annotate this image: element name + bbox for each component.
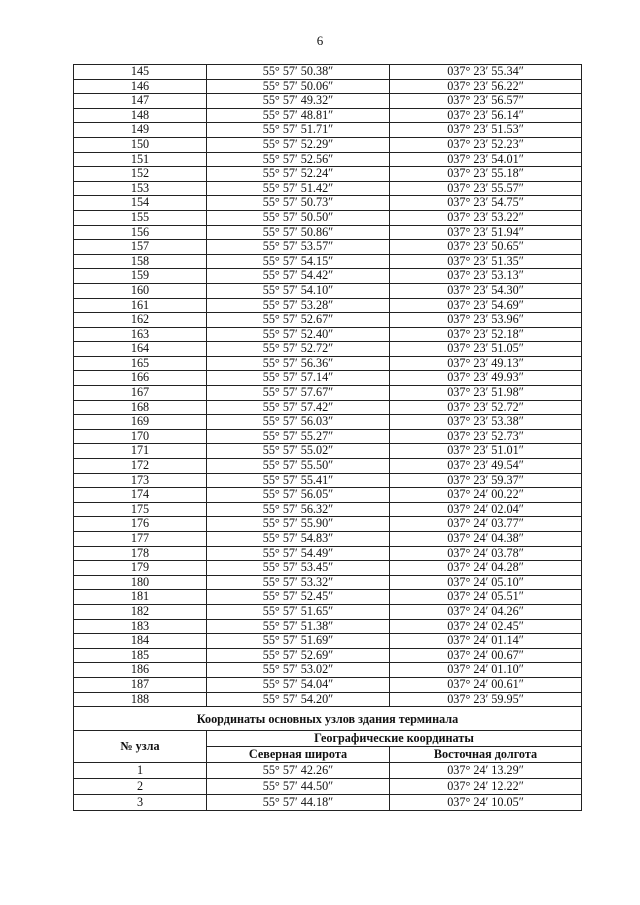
point-number-cell: 187 [74,677,207,692]
longitude-cell: 037° 23′ 51.53″ [390,123,582,138]
point-number-cell: 147 [74,94,207,109]
latitude-cell: 55° 57′ 52.72″ [207,342,390,357]
latitude-cell: 55° 57′ 54.83″ [207,532,390,547]
point-number-cell: 163 [74,327,207,342]
longitude-cell: 037° 24′ 12.22″ [390,779,582,795]
longitude-cell: 037° 23′ 51.94″ [390,225,582,240]
latitude-cell: 55° 57′ 54.15″ [207,254,390,269]
table-row [74,342,582,357]
table-row [74,269,582,284]
table-row [74,94,582,109]
point-number-cell: 166 [74,371,207,386]
table-row [74,327,582,342]
latitude-cell: 55° 57′ 55.90″ [207,517,390,532]
point-number-cell: 180 [74,575,207,590]
table-row [74,137,582,152]
table-row [74,473,582,488]
point-number-cell: 181 [74,590,207,605]
point-number-cell: 178 [74,546,207,561]
table-row [74,561,582,576]
longitude-cell: 037° 23′ 51.01″ [390,444,582,459]
longitude-cell: 037° 23′ 54.01″ [390,152,582,167]
table-row [74,459,582,474]
longitude-cell: 037° 23′ 53.96″ [390,313,582,328]
latitude-cell: 55° 57′ 53.28″ [207,298,390,313]
longitude-cell: 037° 23′ 54.69″ [390,298,582,313]
latitude-cell: 55° 57′ 51.38″ [207,619,390,634]
latitude-cell: 55° 57′ 56.36″ [207,356,390,371]
table-row [74,763,582,779]
point-number-cell: 154 [74,196,207,211]
point-number-cell: 169 [74,415,207,430]
table-row [74,619,582,634]
table-row [74,677,582,692]
table-row [74,502,582,517]
longitude-cell: 037° 24′ 02.04″ [390,502,582,517]
longitude-cell: 037° 23′ 51.35″ [390,254,582,269]
longitude-cell: 037° 24′ 02.45″ [390,619,582,634]
table-row [74,779,582,795]
longitude-cell: 037° 23′ 52.72″ [390,400,582,415]
table-row [74,65,582,80]
longitude-cell: 037° 24′ 04.28″ [390,561,582,576]
longitude-cell: 037° 23′ 55.57″ [390,181,582,196]
table-row [74,532,582,547]
point-number-cell: 1 [74,763,207,779]
latitude-cell: 55° 57′ 48.81″ [207,108,390,123]
longitude-cell: 037° 24′ 13.29″ [390,763,582,779]
table-row [74,196,582,211]
boundary-points-rows [74,65,582,707]
point-number-cell: 149 [74,123,207,138]
latitude-cell: 55° 57′ 53.45″ [207,561,390,576]
table-row [74,575,582,590]
longitude-cell: 037° 24′ 05.10″ [390,575,582,590]
table-row [74,590,582,605]
point-number-cell: 158 [74,254,207,269]
point-number-cell: 185 [74,648,207,663]
point-number-cell: 171 [74,444,207,459]
table-row [74,415,582,430]
table-row [74,429,582,444]
longitude-cell: 037° 23′ 49.54″ [390,459,582,474]
point-number-cell: 184 [74,634,207,649]
point-number-cell: 157 [74,240,207,255]
longitude-header: Восточная долгота [390,747,582,763]
point-number-cell: 159 [74,269,207,284]
longitude-cell: 037° 23′ 52.23″ [390,137,582,152]
longitude-cell: 037° 23′ 50.65″ [390,240,582,255]
table-row [74,210,582,225]
longitude-cell: 037° 23′ 52.18″ [390,327,582,342]
latitude-cell: 55° 57′ 53.32″ [207,575,390,590]
point-number-cell: 155 [74,210,207,225]
latitude-cell: 55° 57′ 50.86″ [207,225,390,240]
latitude-cell: 55° 57′ 51.42″ [207,181,390,196]
point-number-cell: 152 [74,167,207,182]
latitude-cell: 55° 57′ 52.24″ [207,167,390,182]
longitude-cell: 037° 24′ 01.10″ [390,663,582,678]
latitude-cell: 55° 57′ 54.20″ [207,692,390,707]
latitude-cell: 55° 57′ 55.50″ [207,459,390,474]
point-number-cell: 175 [74,502,207,517]
point-number-cell: 173 [74,473,207,488]
latitude-header: Северная широта [207,747,390,763]
longitude-cell: 037° 24′ 01.14″ [390,634,582,649]
latitude-cell: 55° 57′ 50.50″ [207,210,390,225]
latitude-cell: 55° 57′ 51.69″ [207,634,390,649]
table-row [74,795,582,811]
point-number-cell: 168 [74,400,207,415]
point-number-cell: 176 [74,517,207,532]
point-number-cell: 188 [74,692,207,707]
table-row [74,386,582,401]
point-number-cell: 2 [74,779,207,795]
longitude-cell: 037° 23′ 54.30″ [390,283,582,298]
terminal-header-row [74,731,582,747]
latitude-cell: 55° 57′ 52.40″ [207,327,390,342]
longitude-cell: 037° 24′ 03.78″ [390,546,582,561]
table-row [74,692,582,707]
latitude-cell: 55° 57′ 50.06″ [207,79,390,94]
latitude-cell: 55° 57′ 56.05″ [207,488,390,503]
point-number-cell: 165 [74,356,207,371]
point-number-cell: 151 [74,152,207,167]
point-number-cell: 172 [74,459,207,474]
longitude-cell: 037° 24′ 04.38″ [390,532,582,547]
latitude-cell: 55° 57′ 55.27″ [207,429,390,444]
point-number-cell: 164 [74,342,207,357]
longitude-cell: 037° 23′ 51.98″ [390,386,582,401]
longitude-cell: 037° 24′ 00.22″ [390,488,582,503]
table-row [74,167,582,182]
table-row [74,400,582,415]
point-number-cell: 179 [74,561,207,576]
latitude-cell: 55° 57′ 44.50″ [207,779,390,795]
latitude-cell: 55° 57′ 53.02″ [207,663,390,678]
point-number-cell: 3 [74,795,207,811]
latitude-cell: 55° 57′ 52.29″ [207,137,390,152]
table-row [74,254,582,269]
table-row [74,444,582,459]
table-row [74,356,582,371]
longitude-cell: 037° 23′ 49.13″ [390,356,582,371]
longitude-cell: 037° 23′ 55.34″ [390,65,582,80]
longitude-cell: 037° 23′ 55.18″ [390,167,582,182]
terminal-node-rows [74,763,582,811]
longitude-cell: 037° 24′ 00.61″ [390,677,582,692]
coordinates-table [73,64,582,811]
point-number-cell: 148 [74,108,207,123]
latitude-cell: 55° 57′ 52.45″ [207,590,390,605]
table-row [74,79,582,94]
latitude-cell: 55° 57′ 54.04″ [207,677,390,692]
longitude-cell: 037° 23′ 53.13″ [390,269,582,284]
longitude-cell: 037° 24′ 03.77″ [390,517,582,532]
point-number-cell: 170 [74,429,207,444]
table-row [74,225,582,240]
table-row [74,152,582,167]
terminal-title-row [74,707,582,731]
latitude-cell: 55° 57′ 50.73″ [207,196,390,211]
point-number-cell: 174 [74,488,207,503]
latitude-cell: 55° 57′ 52.56″ [207,152,390,167]
longitude-cell: 037° 23′ 51.05″ [390,342,582,357]
point-number-cell: 156 [74,225,207,240]
point-number-cell: 161 [74,298,207,313]
latitude-cell: 55° 57′ 57.14″ [207,371,390,386]
point-number-cell: 186 [74,663,207,678]
table-row [74,517,582,532]
point-number-cell: 160 [74,283,207,298]
longitude-cell: 037° 24′ 05.51″ [390,590,582,605]
longitude-cell: 037° 23′ 53.38″ [390,415,582,430]
table-row [74,604,582,619]
table-row [74,240,582,255]
longitude-cell: 037° 23′ 53.22″ [390,210,582,225]
latitude-cell: 55° 57′ 54.49″ [207,546,390,561]
latitude-cell: 55° 57′ 56.32″ [207,502,390,517]
geo-coordinates-header: Географические координаты [207,731,582,747]
latitude-cell: 55° 57′ 54.42″ [207,269,390,284]
latitude-cell: 55° 57′ 57.42″ [207,400,390,415]
table-row [74,546,582,561]
table-row [74,181,582,196]
longitude-cell: 037° 23′ 59.37″ [390,473,582,488]
table-row [74,108,582,123]
point-number-cell: 150 [74,137,207,152]
longitude-cell: 037° 23′ 56.57″ [390,94,582,109]
latitude-cell: 55° 57′ 44.18″ [207,795,390,811]
point-number-cell: 183 [74,619,207,634]
latitude-cell: 55° 57′ 55.02″ [207,444,390,459]
node-number-header: № узла [74,731,207,763]
latitude-cell: 55° 57′ 57.67″ [207,386,390,401]
page-number: 6 [316,33,324,48]
section-title: Координаты основных узлов здания терминала [74,707,582,731]
latitude-cell: 55° 57′ 42.26″ [207,763,390,779]
longitude-cell: 037° 23′ 54.75″ [390,196,582,211]
point-number-cell: 162 [74,313,207,328]
longitude-cell: 037° 24′ 04.26″ [390,604,582,619]
table-row [74,663,582,678]
table-row [74,371,582,386]
point-number-cell: 145 [74,65,207,80]
longitude-cell: 037° 24′ 00.67″ [390,648,582,663]
latitude-cell: 55° 57′ 56.03″ [207,415,390,430]
longitude-cell: 037° 23′ 49.93″ [390,371,582,386]
point-number-cell: 182 [74,604,207,619]
latitude-cell: 55° 57′ 49.32″ [207,94,390,109]
longitude-cell: 037° 24′ 10.05″ [390,795,582,811]
latitude-cell: 55° 57′ 51.65″ [207,604,390,619]
terminal-section [74,707,582,763]
table-row [74,634,582,649]
point-number-cell: 177 [74,532,207,547]
longitude-cell: 037° 23′ 52.73″ [390,429,582,444]
longitude-cell: 037° 23′ 56.22″ [390,79,582,94]
point-number-cell: 167 [74,386,207,401]
latitude-cell: 55° 57′ 50.38″ [207,65,390,80]
longitude-cell: 037° 23′ 59.95″ [390,692,582,707]
table-row [74,313,582,328]
table-row [74,283,582,298]
latitude-cell: 55° 57′ 53.57″ [207,240,390,255]
point-number-cell: 153 [74,181,207,196]
longitude-cell: 037° 23′ 56.14″ [390,108,582,123]
latitude-cell: 55° 57′ 52.69″ [207,648,390,663]
table-row [74,648,582,663]
latitude-cell: 55° 57′ 52.67″ [207,313,390,328]
latitude-cell: 55° 57′ 51.71″ [207,123,390,138]
table-row [74,298,582,313]
latitude-cell: 55° 57′ 54.10″ [207,283,390,298]
point-number-cell: 146 [74,79,207,94]
table-row [74,123,582,138]
table-row [74,488,582,503]
latitude-cell: 55° 57′ 55.41″ [207,473,390,488]
